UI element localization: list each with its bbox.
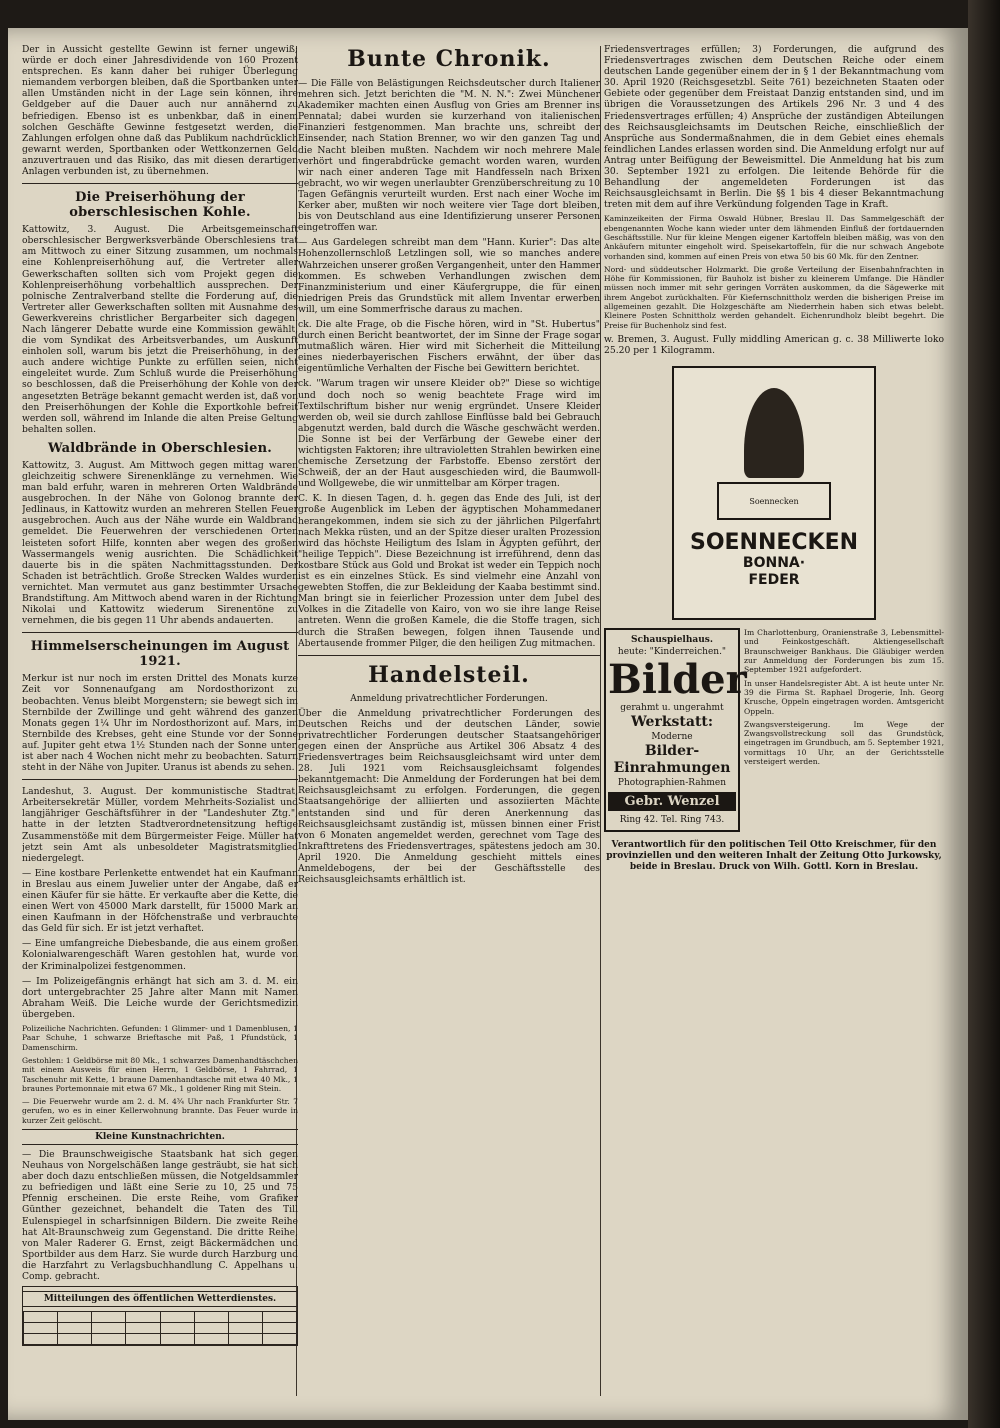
column-right [604,44,944,873]
theater-heading: Schauspielhaus. [631,635,713,646]
pen-nib-icon [744,388,804,478]
article-paragraph: C. K. In diesen Tagen, d. h. gegen das Ende des Juli, ist der große Augenblick im Leben der ägyptischen Mohammedaner herangekommen, indem sie sich zu der jährlichen Pilgerfahrt nach Mekka rüsten, und an der Spitze dieser uralten Prozession wird das höchste Heiligtum des Islam in Ägypten geführt, der "heilige Teppich". Diese Bezeichnung ist irreführend, denn das kostbare Stück aus Gold und Brokat ist weder ein Teppich noch ist es ein einzelnes Stück. Es sind vielmehr eine Anzahl von gewebten Stoffen, die zur Bekleidung der Kaaba bestimmt sind. Man bringt sie in feierlicher Prozession unter dem Jubel des Volkes in die Zitadelle von Kairo, von wo sie ihre lange Reise antreten. Wenn die großen Kamele, die die Stoffe tragen, sich durch die Straßen bewegen, folgen ihnen Tausende und Abertausende frommer Pilger, die den heiligen Zug mitmachen. [298,493,600,649]
section-title-chronicle: Bunte Chronik. [347,46,551,72]
police-news: Gestohlen: 1 Geldbörse mit 80 Mk., 1 schwarzes Damenhandtäschchen mit einem Ausweis für einen Herrn, 1 Geldbörse, 1 Fahrrad, 1 Taschenuhr mit Kette, 1 braune Damenhandtasche mit etwa 40 Mk., 1 braunes Portemonnaie mit etwa 67 Mk., 1 goldener Ring mit Stein. [22,1055,298,1093]
market-report: Nord- und süddeutscher Holzmarkt. Die große Verteilung der Eisenbahnfrachten in Höhe für Kommissionen, für Bauholz ist bisher zu kleinerem Umfange. Die Händler müssen noch immer mit sehr geringen Vorräten auskommen, da die Sägewerke mit ihrem Angebot zurückhalten. Für Kiefernschnittholz werden die bisherigen Preise im allgemeinen gezahlt. Die Holzgeschäfte am Niederrhein haben sich etwas belebt. Kleinere Posten Schnittholz werden gehandelt. Eichenrundholz bleibt begehrt. Die Preise für Buchenholz sind fest. [604,264,944,330]
article-paragraph: — Die Braunschweigische Staatsbank hat sich gegen Neuhaus von Norgelschäßen lange gesträubt, sie hat sich aber doch dazu entschließen müssen, die Notgeldsammler zu befriedigen und läßt eine Serie zu 10, 25 und 75 Pfennig erscheinen. Die erste Reihe, vom Grafiker Günther gezeichnet, behandelt die Taten des Till Eulenspiegel in scharfsinnigen Bildern. Die zweite Reihe hat Alt-Braunschweig zum Gegenstand. Die dritte Reihe, von Maler Raderer G. Ernst, zeigt Bäckermädchen und Sportbilder aus dem Harz. Sie wurde durch Harzburg und die Harzfahrt zu Verlagsbuchhandlung C. Appelhans u. Comp. gebracht. [22,1149,298,1283]
headline-forest-fires: Waldbrände in Oberschlesien. [47,440,273,456]
column-left [22,44,298,1346]
ad-row [604,628,944,832]
weather-table [22,1286,298,1346]
soennecken-advertisement [672,366,876,620]
police-news: — Die Feuerwehr wurde am 2. d. M. 4¾ Uhr nach Frankfurter Str. 7 gerufen, wo es in einer Kellerwohnung brannte. Das Feuer wurde in kurzer Zeit gelöscht. [22,1097,298,1125]
newspaper-page [8,28,968,1420]
book-spine [968,0,1000,1428]
article-paragraph: Landeshut, 3. August. Der kommunistische Stadtrat, Arbeitersekretär Müller, vordem Mehrheits-Sozialist und langjähriger Geschäftsführer in der "Landeshuter Ztg.", hatte in der letzten Stadtverordnetensitzung heftige Zusammenstöße mit dem Bürgermeister Feige. Müller hat jetzt sein Amt als unbesoldeter Magistratsmitglied niedergelegt. [22,786,298,864]
column-middle [298,44,600,889]
ad-line: Bilder- [644,743,700,760]
divider [298,655,600,656]
article-paragraph: Der in Aussicht gestellte Gewinn ist ferner ungewiß; würde er doch einer Jahresdividende von 160 Prozent entsprechen. Es kann daher bei ruhiger Überlegung niemandem verborgen bleiben, daß die Sportbanken unter allen Umständen nicht in der Lage sein können, ihre Geldgeber auf die Dauer auch nur annähernd zu befriedigen. Ebenso ist es unbenkbar, daß in einem solchen Geschäfte Gewinne festgesetzt werden, die Zahlungen erfolgen ohne daß das Publikum nachdrücklich gewarnt werden, Sportbanken oder Wettkonzernen Geld anzuvertrauen und das Risiko, das mit diesen derartigen Anlagen verbunden ist, zu übernehmen. [22,44,298,178]
headline-art-news: Kleine Kunstnachrichten. [22,1129,298,1145]
headline-sky: Himmelserscheinungen im August 1921. [30,639,290,670]
article-paragraph: — Aus Gardelegen schreibt man dem "Hann. Kurier": Das alte Hohenzollernschloß Letzlingen soll, wie so manches andere Wahrzeichen unserer großen Vergangenheit, unter den Hammer kommen. Es schweben Verhandlungen zwischen dem Finanzministerium und einer Käufergruppe, die für einen niedrigen Preis das Grundstück mit allem Inventar erwerben will, um eine Sommerfrische daraus zu machen. [298,237,600,315]
legal-notice: Im Charlottenburg, Oranienstraße 3, Lebensmittel- und Feinkostgeschäft. Aktiengesellschaft Braunschweiger Bankhaus. Die Gläubiger werden zur Anmeldung der Forderungen bis zum 15. September 1921 aufgefordert. [744,628,944,675]
article-paragraph: ck. "Warum tragen wir unsere Kleider ob?" Diese so wichtige und doch noch so wenig beachtete Frage wird im Textilschriftum bisher nur wenig ergründet. Unsere Kleider werden ob, weil sie durch zahllose Einflüsse bald bei Gebrauch abgenutzt werden, bald durch die Wäsche geschwächt werden. Die Sonne ist bei der Verfärbung der Gewebe einer der wichtigsten Faktoren; ihre ultravioletten Strahlen bewirken eine chemische Zersetzung der Farbstoffe. Ebenso zerstört der Schweiß, der an der Haut ausgeschieden wird, die Baumwoll- und Wollgewebe, die wir unmittelbar am Körper tragen. [298,378,600,490]
ad-line: Moderne [651,732,693,743]
ad-line: gerahmt u. ungerahmt [620,703,724,714]
news-note: — Eine kostbare Perlenkette entwendet hat ein Kaufmann in Breslau aus einem Juwelier unter der Angabe, daß er einen Käufer für sie hätte. Er verkaufte aber die Kette, die einen Wert von 45000 Mark darstellt, für 15000 Mark an einen Kaufmann in der Höfchenstraße und verbrauchte das Geld für sich. Er ist jetzt verhaftet. [22,867,298,935]
ad-company: Gebr. Wenzel [608,792,736,811]
article-paragraph: Über die Anmeldung privatrechtlicher Forderungen des Deutschen Reichs und der deutschen Länder, sowie privatrechtlicher Forderungen deutscher Staatsangehöriger gegen einen der Ansprüche aus Artikel 306 Absatz 4 des Friedensvertrages beim Reichsausgleichsamt wird unter dem 28. Juli 1921 vom Reichsausgleichsamt folgendes bekanntgemacht: Die Anmeldung der Forderungen hat bei dem Reichsausgleichsamt zu erfolgen. Forderungen, die gegen Staatsangehörige der alliierten und assoziierten Mächte entstanden sind und für deren Anerkennung das Reichsausgleichsamt zuständig ist, müssen binnen einer Frist von 6 Monaten angemeldet werden, gerechnet vom Tage des Inkrafttretens des Friedensvertrages, spätestens jedoch am 30. April 1920. Die Anmeldung geschieht mittels eines Anmeldebogens, der bei der Geschäftsstelle des Reichsausgleichsamts erhältlich ist. [298,707,600,886]
picture-frame-advertisement [604,628,747,832]
subheadline: Anmeldung privatrechtlicher Forderungen. [350,693,548,704]
headline-coal: Die Preiserhöhung der oberschlesischen Kohle. [69,190,251,221]
article-paragraph: — Die Fälle von Belästigungen Reichsdeutscher durch Italiener mehren sich. Jetzt berichten die "M. N. N.": Zwei Münchener Akademiker machten einen Ausflug von Gries am Brenner ins Pennatal; dabei wurden sie kurzerhand von italienischen Finanzieri festgenommen. Man brachte uns, schreibt der Einsender, nach Station Brenner, wo wir den ganzen Tag und die Nacht bleiben mußten. Nachdem wir noch mehrere Male verhört und fingerabdrücke gemacht worden waren, wurden wir nach einer anderen Tage mit Handfesseln nach Brixen gebracht, wo wir wegen unerlaubter Grenzüberschreitung zu 10 Tagen Gefängnis verurteilt wurden. Erst nach einer Woche im Kerker aber, mußten wir noch weitere vier Tage dort bleiben, bis von Deutschland aus eine Identifizierung unserer Personen eingetroffen war. [298,78,600,234]
article-paragraph: Kattowitz, 3. August. Am Mittwoch gegen mittag waren gleichzeitig schwere Sirenenklänge zu vernehmen. Wie man bald erfuhr, waren in mehreren Orten Waldbrände ausgebrochen. In der Nähe von Golonog brannte der Jedlinaus, in Kattowitz wurden an mehreren Stellen Feuer ausgebrochen. Auch aus der Nähe wurde ein Waldbrand gemeldet. Die Feuerwehren der verschiedenen Orten leisteten sofort Hilfe, konnten aber wegen des großen Wassermangels wenig ausrichten. Die Schädlichkeit dauerte bis in die späten Nachmittagsstunden. Der Schaden ist beträchtlich. Große Strecken Waldes wurden vernichtet. Man vermutet aus ganz bestimmter Ursache Brandstiftung. Am Mittwoch abend waren in der Richtung Nikolai und Kattowitz wiederum Sirenentöne zu vernehmen, die bis gegen 11 Uhr abends andauerten. [22,459,298,627]
news-note: — Im Polizeigefängnis erhängt hat sich am 3. d. M. ein dort untergebrachter 25 Jahre alter Mann mit Namen Abraham Weiß. Die Leiche wurde der Gerichtsmedizin übergeben. [22,975,298,1020]
weather-table-title: Mitteilungen des öffentlichen Wetterdienstes. [23,1291,297,1307]
ad-line: Einrahmungen [613,760,731,777]
article-paragraph: Friedensvertrages erfüllen; 3) Forderungen, die aufgrund des Friedensvertrages zwischen dem Deutschen Reiche oder einem deutschen Lande gegenüber einem der in § 1 der Bekanntmachung vom 30. April 1920 (Reichsgesetzbl. Seite 761) bezeichneten Staaten oder Gebiete oder gegenüber dem Freistaat Danzig entstanden sind, und im übrigen die Voraussetzungen des Artikels 296 Nr. 3 und 4 des Friedensvertrages erfüllen; 4) Ansprüche der zuständigen Abteilungen des Reichsausgleichsamts im Deutschen Reiche, einschließlich der Ansprüche aus Sondermaßnahmen, die in dem Gebiet eines ehemals feindlichen Landes erlassen worden sind. Die Anmeldung erfolgt nur auf Antrag unter Beifügung der Beweismittel. Die Anmeldung hat bis zum 30. September 1921 zu erfolgen. Die leitende Behörde für die Behandlung der angemeldeten Forderungen ist das Reichsausgleichsamt in Berlin. Die §§ 1 bis 4 dieser Bekanntmachung treten mit dem auf ihre Verkündung folgenden Tage in Kraft. [604,44,944,211]
ad-address: Ring 42. Tel. Ring 743. [619,815,725,826]
news-note: — Eine umfangreiche Diebesbande, die aus einem großen Kolonialwarengeschäft Waren gestohlen hat, wurde von der Kriminalpolizei festgenommen. [22,938,298,972]
ad-line: Photographien-Rahmen [617,778,727,789]
legal-notice: Zwangsversteigerung. Im Wege der Zwangsvollstreckung soll das Grundstück, eingetragen im Grundbuch, am 5. September 1921, vormittags 10 Uhr, an der Gerichtsstelle versteigert werden. [744,719,944,767]
theater-program: heute: "Kinderreichen." [617,647,727,658]
column-rule [600,46,601,1396]
market-report: Kaminzeikeiten der Firma Oswald Hübner, Breslau II. Das Sammelgeschäft der ebengenannten Woche kann wieder unter dem lähmenden Einfluß der fortdauernden Geschäftsstille. Nur für kleine Mengen eigener Kartoffeln bleiben mäßig, was von den Ankäufern mitunter eingeholt wird. Speisekartoffeln, für die nur schwach Angebote vorhanden sind, kommen auf einen Preis von etwa 50 bis 60 Mk. für den Zentner. [604,214,944,261]
divider [22,632,298,633]
market-quote: w. Bremen, 3. August. Fully middling American g. c. 38 Milliwerte loko 25.20 per 1 Kilogramm. [604,333,944,357]
ad-tagline: BONNA· [742,555,806,572]
ad-brand: SOENNECKEN [689,530,859,556]
weather-grid [23,1311,297,1345]
ad-headline: Bilder [608,656,747,704]
legal-notice: In unser Handelsregister Abt. A ist heute unter Nr. 39 die Firma St. Raphael Drogerie, Inh. Georg Krusche, Oppeln eingetragen worden. Amtsgericht Oppeln. [744,678,944,716]
section-title-trade: Handelsteil. [368,661,530,688]
notices-column [744,628,944,832]
article-paragraph: Merkur ist nur noch im ersten Drittel des Monats kurze Zeit vor Sonnenaufgang am Nordosthorizont zu beobachten. Venus bleibt Morgenstern; sie bewegt sich im Sternbilde der Zwillinge und geht während des ganzen Monats gegen 1¼ Uhr im Nordosthorizont auf. Mars, im Sternbilde des Krebses, geht eine Stunde vor der Sonne auf. Jupiter geht etwa 1½ Stunden nach der Sonne unter, ist aber nach 4 Wochen nicht mehr zu beobachten. Saturn steht in der Nähe von Jupiter. Uranus ist abends zu sehen. [22,673,298,774]
ad-line: Werkstatt: [630,714,714,731]
imprint: Verantwortlich für den politischen Teil Otto Kreischmer, für den provinziellen und den weiteren Inhalt der Zeitung Otto Jurkowsky, beide in Breslau. Druck von Wilh. Gottl. Korn in Breslau. [606,840,942,873]
article-paragraph: ck. Die alte Frage, ob die Fische hören, wird in "St. Hubertus" durch einen Bericht beantwortet, der im Sinne der Frage sogar mutmaßlich wären. Hier wird mit Sicherheit die Mitteilung eines niederbayerischen Fischers erwähnt, der über das eigentümliche Verhalten der Fische bei Gewittern berichtet. [298,318,600,375]
divider [22,183,298,184]
divider [22,779,298,780]
article-paragraph: Kattowitz, 3. August. Die Arbeitsgemeinschaft oberschlesischer Bergwerksverbände Oberschlesiens trat am Mittwoch zu einer Sitzung zusammen, um nochmals eine Kohlenpreiserhöhung auf, die Vertreter aller Gewerkschaften sollten sich vom Projekt gegen die Kohlenpreiserhöhung vorbehaltlich aussprechen. Der polnische Zentralverband stellte die Forderung auf, die Vertreter aller Gewerkschaften sollten mit Ausnahme des Gewerkvereins christlicher Bergarbeiter sich dagegen. Nach längerer Debatte wurde eine Kommission gewählt, die vom Syndikat des Arbeitsverbandes, um Auskunft einholen soll, warum bis jetzt die Preiserhöhung, in der auch andere wichtige Punkte zu erfüllen seien, nicht eingeleitet wurde. Zum Schluß wurde die Preiserhöhung so beschlossen, daß die Preiserhöhung der Kohle von der angesetzten Beträge bekannt gemacht werden ist, daß von den Preiserhöhungen der Kohle die Exportkohle befreit werden soll, während im Inlande die alten Preise Geltung behalten sollen. [22,224,298,435]
pen-box-label: Soennecken [717,482,831,520]
police-news: Polizeiliche Nachrichten. Gefunden: 1 Glimmer- und 1 Damenblusen, 1 Paar Schuhe, 1 schwarze Brieftasche mit Paß, 1 Pfundstück, 1 Damenschirm. [22,1024,298,1052]
ad-tagline: FEDER [748,572,800,589]
